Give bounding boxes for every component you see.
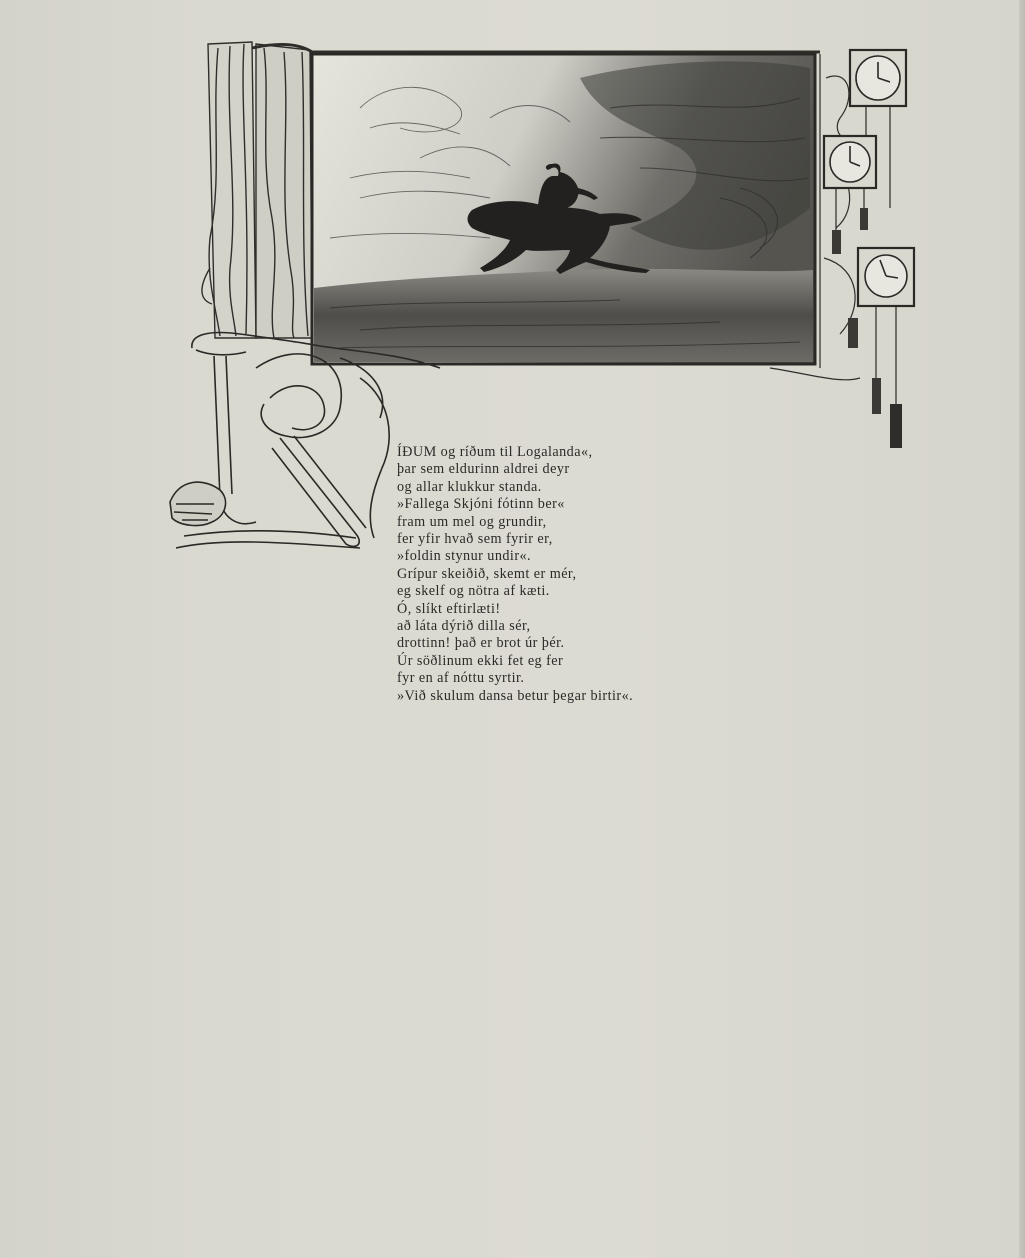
poem-line: Grípur skeiðið, skemt er mér, (397, 565, 577, 582)
poem-line: ÍÐUM og ríðum til Logalanda«, (397, 444, 593, 460)
poem-line: »Fallega Skjóni fótinn ber« (397, 496, 565, 513)
poem-line: drottinn! það er brot úr þér. (397, 635, 565, 652)
poem-line: fyr en af nóttu syrtir. (397, 670, 525, 687)
poem-line: Ó, slíkt eftirlæti! (397, 600, 501, 617)
poem-line: »foldin stynur undir«. (397, 548, 532, 565)
poem-line: eg skelf og nötra af kæti. (397, 583, 550, 600)
poem-line: Úr söðlinum ekki fet eg fer (397, 652, 564, 669)
poem-line: að láta dýrið dilla sér, (397, 618, 531, 635)
poem (397, 444, 757, 705)
poem-line: »Við skulum dansa betur þegar birtir«. (397, 687, 634, 704)
poem-line: og allar klukkur standa. (397, 478, 542, 495)
poem-line: fram um mel og grundir, (397, 513, 547, 530)
ground (314, 269, 813, 362)
poem-line: þar sem eldurinn aldrei deyr (397, 461, 570, 478)
left-column-ornament (202, 42, 312, 338)
poem-line: fer yfir hvað sem fyrir er, (397, 531, 553, 548)
top-rail (252, 45, 820, 52)
clock-icon (848, 248, 914, 448)
page-edge (1019, 0, 1025, 1258)
